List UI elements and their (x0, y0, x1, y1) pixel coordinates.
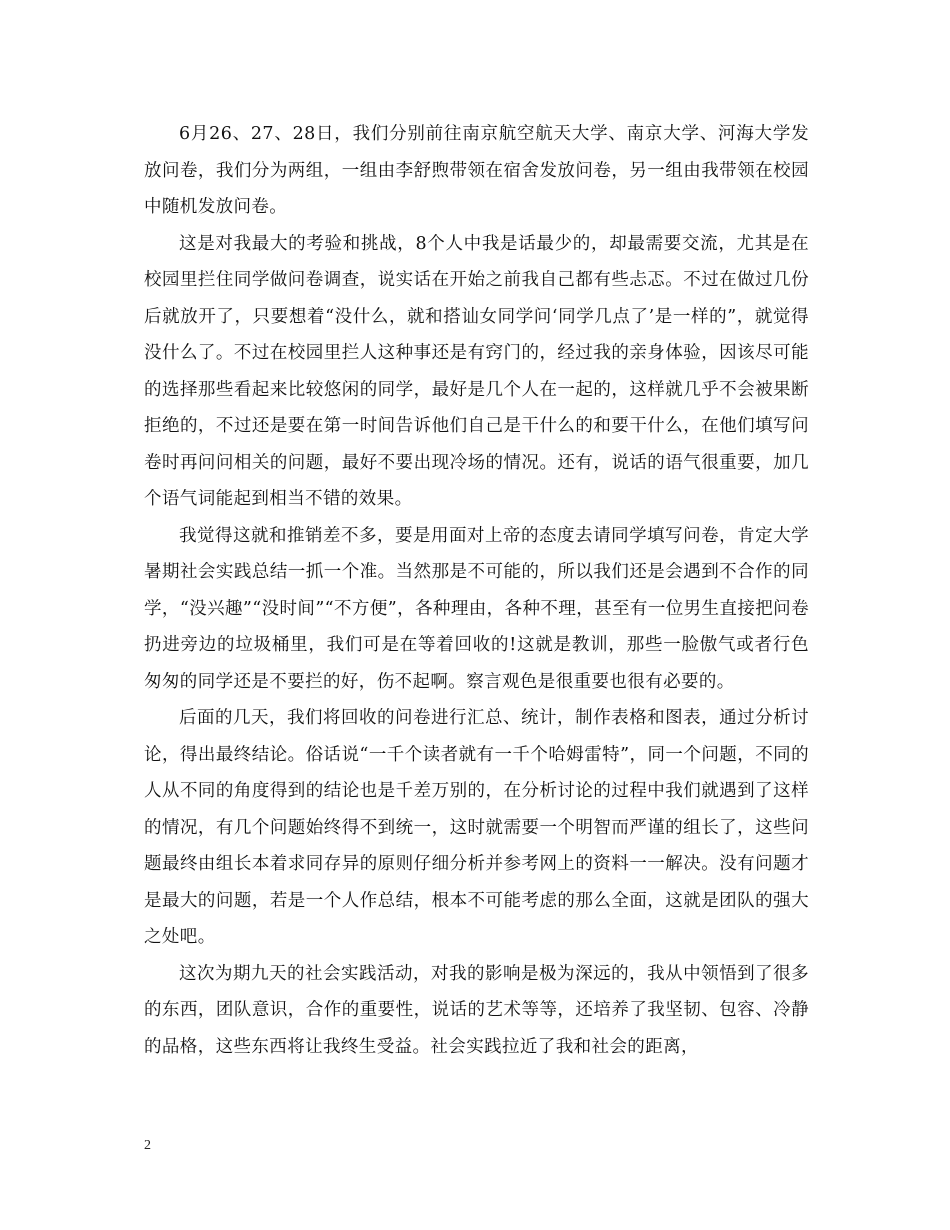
page-number: 2 (144, 1138, 151, 1153)
body-text (144, 116, 809, 1065)
paragraph-2: 这是对我最大的考验和挑战，8个人中我是话最少的，却最需要交流，尤其是在校园里拦住同学做问卷调查，说实话在开始之前我自己都有些忐忑。不过在做过几份后就放开了，只要想着“没什么，就和搭讪女同学问‘同学几点了’是一样的”，就觉得没什么了。不过在校园里拦人这种事还是有窍门的，经过我的亲身体验，因该尽可能的选择那些看起来比较悠闲的同学，最好是几个人在一起的，这样就几乎不会被果断拒绝的，不过还是要在第一时间告诉他们自己是干什么的和要干什么，在他们填写问卷时再问问相关的问题，最好不要出现冷场的情况。还有，说话的语气很重要，加几个语气词能起到相当不错的效果。 (144, 233, 809, 509)
paragraph-1: 6月26、27、28日，我们分别前往南京航空航天大学、南京大学、河海大学发放问卷，我们分为两组，一组由李舒煦带领在宿舍发放问卷，另一组由我带领在校园中随机发放问卷。 (144, 124, 809, 217)
paragraph-5: 这次为期九天的社会实践活动，对我的影响是极为深远的，我从中领悟到了很多的东西，团队意识，合作的重要性，说话的艺术等等，还培养了我坚韧、包容、冷静的品格，这些东西将让我终生受益。社会实践拉近了我和社会的距离， (144, 963, 809, 1057)
paragraph-3: 我觉得这就和推销差不多，要是用面对上帝的态度去请同学填写问卷，肯定大学暑期社会实践总结一抓一个准。当然那是不可能的，所以我们还是会遇到不合作的同学，“没兴趣”“没时间”“不方便”，各种理由，各种不理，甚至有一位男生直接把问卷扔进旁边的垃圾桶里，我们可是在等着回收的!这就是教训，那些一脸傲气或者行色匆匆的同学还是不要拦的好，伤不起啊。察言观色是很重要也很有必要的。 (144, 525, 809, 692)
paragraph-4: 后面的几天，我们将回收的问卷进行汇总、统计，制作表格和图表，通过分析讨论，得出最终结论。俗话说“一千个读者就有一千个哈姆雷特”，同一个问题，不同的人从不同的角度得到的结论也是千差万别的，在分析讨论的过程中我们就遇到了这样的情况，有几个问题始终得不到统一，这时就需要一个明智而严谨的组长了，这些问题最终由组长本着求同存异的原则仔细分析并参考网上的资料一一解决。没有问题才是最大的问题，若是一个人作总结，根本不可能考虑的那么全面，这就是团队的强大之处吧。 (144, 708, 809, 947)
